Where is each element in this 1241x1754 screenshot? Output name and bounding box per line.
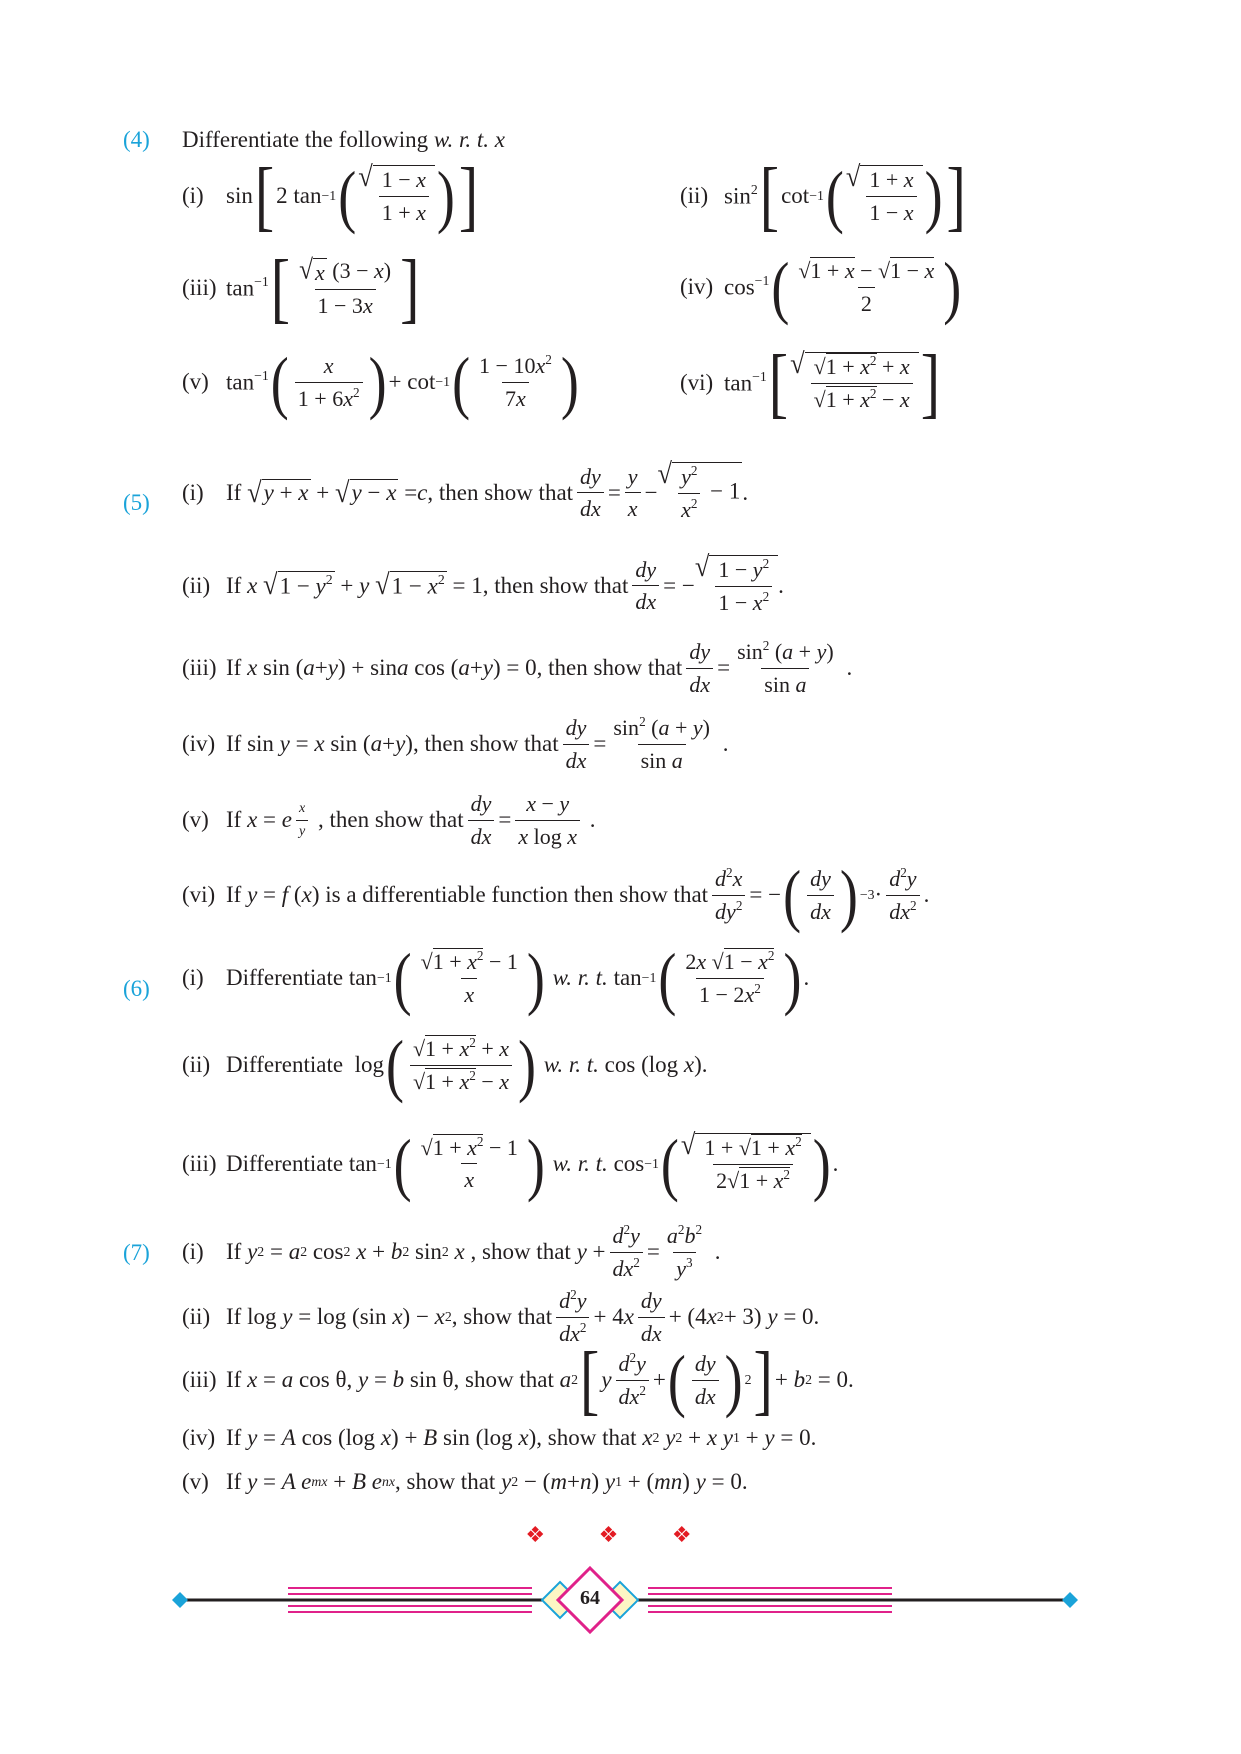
page-number: 64 <box>580 1587 600 1609</box>
q5-part-iv: (iv) If sin y = x sin ( a + y ) , then show that $\frac{dy}{dx}$ = $\frac{\sin^2 (a + y)}{\text{sin a}}$ . <box>182 714 729 773</box>
q6-part-iii: (iii) Differentiate tan −1 ( $\frac{√1 + x^2 - 1}{x}$ ) w. r. t. cos −1 ( √ $\frac{1 + √1 + x^2}{2√1 + x^2}$ ) . <box>182 1124 839 1203</box>
q4-part-i: (i) sin [ 2 tan −1 ( √ $\frac{1 - x}{1 + x}$ ) ] <box>182 150 479 239</box>
q4-part-vi: (vi) $\tan^{-1}$ [ √ $\frac{√1 + x^2 + x}{√1 + x^2 - x}$ ] <box>680 338 941 426</box>
q5-part-i: (i) If √ y + x + √ y − x = c , then show that $\frac{dy}{dx}$ = $\frac{y}{x}$ − √ $\frac{y^2}{x^2}$ − 1 . <box>182 456 749 522</box>
q4-part-iv: (iv) $\cos^{-1}$ ( $\frac{√1 + x - √1 - x}{2}$ ) <box>680 248 962 326</box>
q7-part-v: (v) If y = A e mx + B e nx , show that y 2 − ( m + n ) y 1 + ( mn ) y = 0. <box>182 1469 748 1494</box>
q7-part-ii: (ii) If log y = log (sin x ) − x 2 , show that $\frac{d^2y}{dx^2}$ + 4 x $\frac{dy}{dx}$ + (4 x 2 + 3) y = 0. <box>182 1287 820 1346</box>
q5-part-ii: (ii) If x √ $1 - y^2$ + y √ $1 - x^2$ = 1 , then show that $\frac{dy}{dx}$ = − √ $\frac{1 - y^2}{1 - x^2}$ . <box>182 549 784 615</box>
q4-part-iii: (iii) $\tan^{-1}$ [ √ x (3 − x) 1 − 3x ] <box>182 243 420 332</box>
q6-part-ii: (ii) Differentiate log ( $\frac{√1 + x^2 + x}{√1 + x^2 - x}$ ) w. r. t. cos (log x ). <box>182 1026 708 1105</box>
question-number-5: (5) <box>123 490 150 515</box>
q4-part-ii: (ii) $\sin^2$ [ cot −1 ( √ $\frac{1 + x}{1 - x}$ ) ] <box>680 150 966 239</box>
q7-part-i: (i) If y 2 = a 2 cos 2 x + b 2 sin 2 x , show that y + $\frac{d^2y}{dx^2}$ = $\frac{a^2b^2}{y^3}$ . <box>182 1222 721 1281</box>
q5-part-v: (v) If x = e $\frac{x}{y}$ , then show that $\frac{dy}{dx}$ = $\frac{x - y}{\text{x log x}}$ . <box>182 791 596 849</box>
q4-part-v: (v) $\tan^{-1}$ ( $\frac{x}{1 + 6x^2}$ ) + cot −1 ( $\frac{1 - 10x^2}{7x}$ ) <box>182 343 579 422</box>
q5-part-vi: (vi) If y = f ( x ) is a differentiable function then show that $\frac{d^2x}{dy^2}$ = − ( $\frac{dy}{dx}$ ) −3 · $\frac{d^2y}{dx^2}$ . <box>182 856 930 935</box>
q6-part-i: (i) Differentiate tan −1 ( $\frac{√1 + x^2 - 1}{x}$ ) w. r. t. tan −1 ( $\frac{2x √1 - x^2}{1 - 2x^2}$ ) . <box>182 939 810 1018</box>
q5-part-iii: (iii) If x sin ( a + y ) + sin a cos ( a + y ) = 0 , then show that $\frac{dy}{dx}$ = $\frac{\sin^2 (a + y)}{\text{sin a}}$ . <box>182 638 853 697</box>
q7-part-iii: (iii) If x = a cos θ, y = b sin θ, show that a 2 [ y $\frac{d^2y}{dx^2}$ + ( $\frac{dy}{dx}$ ) 2 ] + b 2 = 0. <box>182 1335 854 1424</box>
page-footer <box>170 1560 1080 1640</box>
question-number-6: (6) <box>123 976 150 1001</box>
question-number-7: (7) <box>123 1240 150 1265</box>
ornament-divider: ❖ ❖ ❖ <box>525 1522 716 1547</box>
q4-title: Differentiate the following w. r. t. x <box>182 127 505 152</box>
q7-part-iv: (iv) If y = A cos (log x ) + B sin (log x ), show that x 2 y 2 + x y 1 + y = 0. <box>182 1425 817 1450</box>
question-number-4: (4) <box>123 127 150 152</box>
